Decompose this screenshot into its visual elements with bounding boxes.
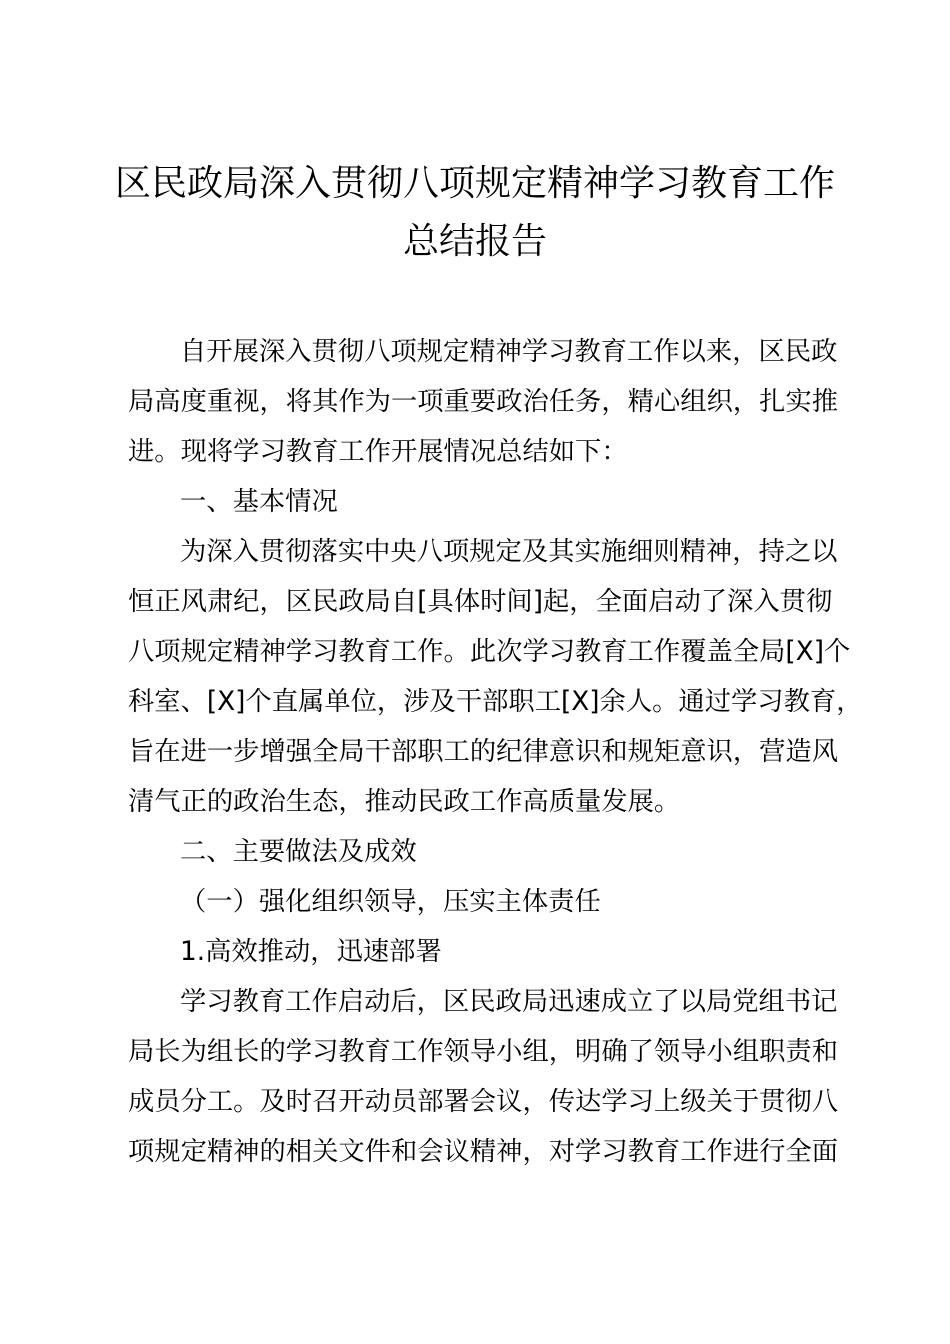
paragraph-line: 成员分工。及时召开动员部署会议，传达学习上级关于贯彻八 [128, 1087, 839, 1117]
section-heading: 一、基本情况 [180, 487, 338, 517]
paragraph-line: 局长为组长的学习教育工作领导小组，明确了领导小组职责和 [128, 1037, 839, 1067]
paragraph-line: 为深入贯彻落实中央八项规定及其实施细则精神，持之以 [180, 537, 838, 567]
paragraph-line: 恒正风肃纪，区民政局自[具体时间]起，全面启动了深入贯彻 [128, 587, 833, 617]
section-heading: 二、主要做法及成效 [180, 837, 417, 867]
item-heading: 1.高效推动，迅速部署 [180, 937, 442, 967]
document-title [100, 155, 850, 271]
paragraph-line: 八项规定精神学习教育工作。此次学习教育工作覆盖全局[X]个 [128, 637, 851, 667]
paragraph-line: 局高度重视，将其作为一项重要政治任务，精心组织，扎实推 [128, 387, 839, 417]
document-body [128, 327, 863, 1177]
subsection-heading: （一）强化组织领导，压实主体责任 [180, 887, 601, 917]
paragraph-line: 项规定精神的相关文件和会议精神，对学习教育工作进行全面 [128, 1137, 839, 1167]
title-line-1: 区民政局深入贯彻八项规定精神学习教育工作 [114, 163, 835, 204]
paragraph-line: 自开展深入贯彻八项规定精神学习教育工作以来，区民政 [180, 337, 838, 367]
paragraph-line: 科室、[X]个直属单位，涉及干部职工[X]余人。通过学习教育， [128, 687, 863, 717]
paragraph-line: 学习教育工作启动后，区民政局迅速成立了以局党组书记 [180, 987, 838, 1017]
paragraph-line: 清气正的政治生态，推动民政工作高质量发展。 [128, 787, 681, 817]
paragraph-line: 进。现将学习教育工作开展情况总结如下： [128, 437, 628, 467]
title-line-2: 总结报告 [402, 221, 547, 262]
paragraph-line: 旨在进一步增强全局干部职工的纪律意识和规矩意识，营造风 [128, 737, 839, 767]
